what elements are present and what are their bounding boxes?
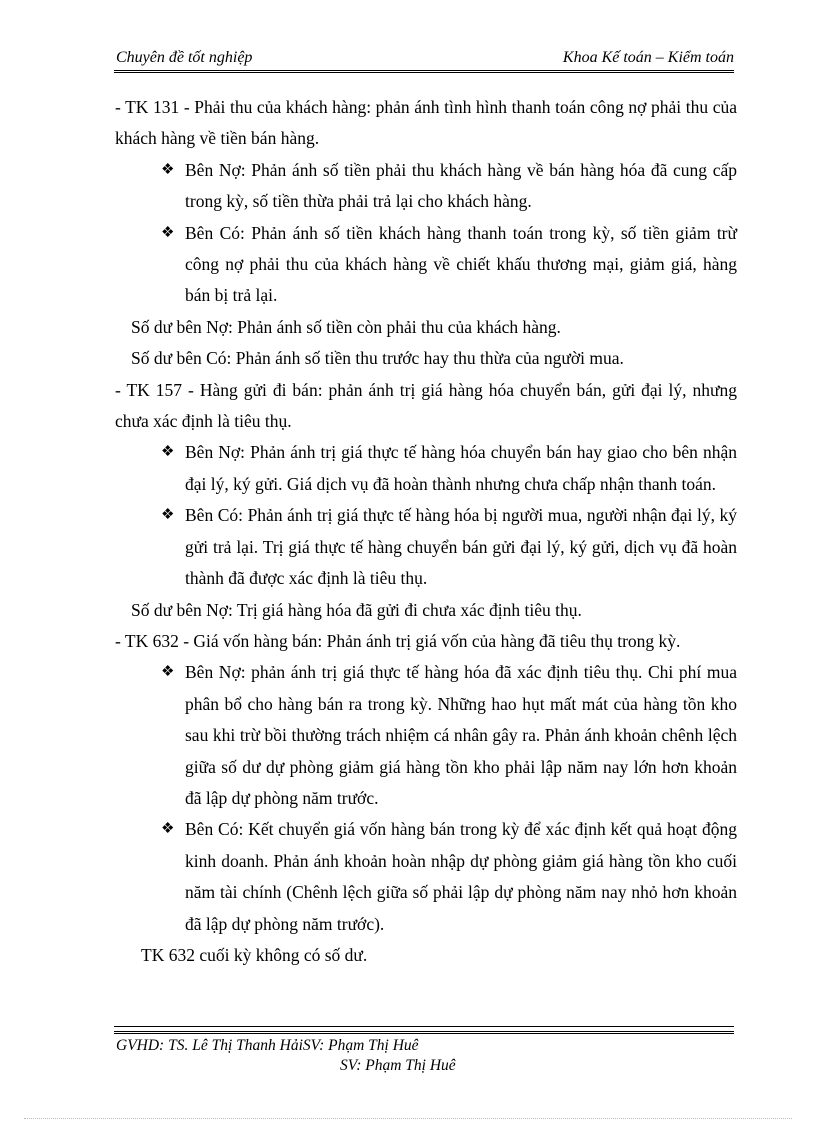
tk157-credit-text: Bên Có: Phản ánh trị giá thực tế hàng hóa bị người mua, người nhận đại lý, ký gửi trả lại. Trị giá thực tế hàng chuyển bán gửi đại lý, ký gửi, dịch vụ đã hoàn thành đã được xác định là tiêu thụ.	[185, 505, 737, 589]
tk131-credit-text: Bên Có: Phản ánh số tiền khách hàng thanh toán trong kỳ, số tiền giảm trừ công nợ phải thu của khách hàng về chiết khấu thương mại, giảm giá, hàng bán bị trả lại.	[185, 222, 737, 306]
footer-supervisor-line: GVHD: TS. Lê Thị Thanh HảiSV: Phạm Thị Huê	[116, 1037, 419, 1054]
header-right-title: Khoa Kế toán – Kiểm toán	[562, 49, 734, 66]
tk157-credit-bullet	[115, 500, 737, 594]
tk632-credit-bullet	[115, 814, 737, 940]
tk131-debit-bullet	[115, 155, 737, 218]
tk157-debit-balance: Số dư bên Nợ: Trị giá hàng hóa đã gửi đi chưa xác định tiêu thụ.	[131, 599, 582, 620]
footer-double-rule	[114, 1031, 734, 1034]
footer-student-line: SV: Phạm Thị Huê	[340, 1057, 456, 1074]
tk157-debit-bullet	[115, 437, 737, 500]
diamond-bullet-icon: ❖	[161, 821, 175, 838]
document-body	[115, 92, 737, 971]
header-double-rule	[114, 70, 734, 73]
tk157-debit-text: Bên Nợ: Phản ánh trị giá thực tế hàng hóa chuyển bán hay giao cho bên nhận đại lý, ký gửi. Giá dịch vụ đã hoàn thành nhưng chưa chấp nhận thanh toán.	[185, 442, 737, 494]
diamond-bullet-icon: ❖	[161, 444, 175, 461]
diamond-bullet-icon: ❖	[161, 507, 175, 524]
tk131-paragraph: - TK 131 - Phải thu của khách hàng: phản ánh tình hình thanh toán công nợ phải thu của khách hàng về tiền bán hàng.	[115, 97, 737, 149]
tk131-credit-bullet	[115, 218, 737, 312]
diamond-bullet-icon: ❖	[161, 224, 175, 241]
tk632-end-note: TK 632 cuối kỳ không có số dư.	[141, 944, 368, 965]
tk632-credit-text: Bên Có: Kết chuyển giá vốn hàng bán trong kỳ để xác định kết quả hoạt động kinh doanh. Phản ánh khoản hoàn nhập dự phòng giảm giá hàng tồn kho cuối năm tài chính (Chênh lệch giữa số phải lập dự phòng năm nay nhỏ hơn khoản đã lập dự phòng năm trước).	[185, 819, 737, 934]
tk131-debit-text: Bên Nợ: Phản ánh số tiền phải thu khách hàng về bán hàng hóa đã cung cấp trong kỳ, số tiền thừa phải trả lại cho khách hàng.	[185, 159, 737, 212]
tk131-credit-balance: Số dư bên Có: Phản ánh số tiền thu trước hay thu thừa của người mua.	[131, 348, 624, 369]
page-edge-divider	[24, 1118, 792, 1119]
footer-rule-thin	[114, 1026, 734, 1027]
tk632-paragraph: - TK 632 - Giá vốn hàng bán: Phản ánh trị giá vốn của hàng đã tiêu thụ trong kỳ.	[115, 630, 681, 651]
header-left-title: Chuyên đề tốt nghiệp	[116, 49, 253, 66]
diamond-bullet-icon: ❖	[161, 161, 175, 178]
tk632-debit-text: Bên Nợ: phản ánh trị giá thực tế hàng hóa đã xác định tiêu thụ. Chi phí mua phân bổ cho hàng bán ra trong kỳ. Những hao hụt mất mát của hàng tồn kho sau khi trừ bồi thường trách nhiệm cá nhân gây ra. Phản ánh khoản chênh lệch giữa số dư dự phòng giảm giá hàng tồn kho phải lập năm nay lớn hơn khoản đã lập dự phòng năm trước.	[185, 662, 737, 808]
tk157-paragraph: - TK 157 - Hàng gửi đi bán: phản ánh trị giá hàng hóa chuyển bán, gửi đại lý, nhưng chưa xác định là tiêu thụ.	[115, 379, 737, 432]
tk632-debit-bullet	[115, 657, 737, 814]
tk131-debit-balance: Số dư bên Nợ: Phản ánh số tiền còn phải thu của khách hàng.	[131, 316, 561, 337]
diamond-bullet-icon: ❖	[161, 664, 175, 681]
